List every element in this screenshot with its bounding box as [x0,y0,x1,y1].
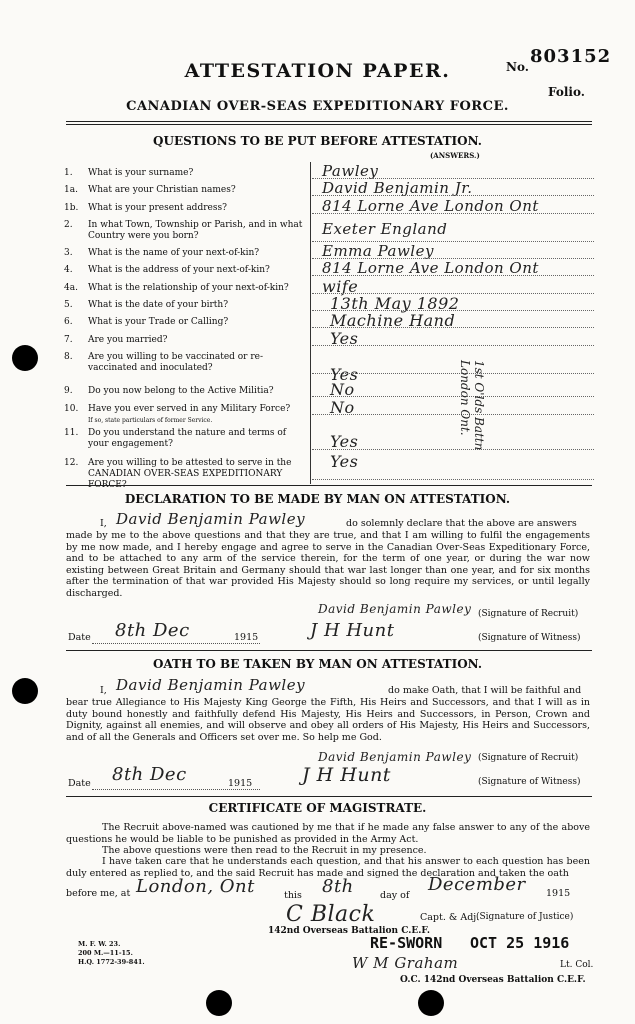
declaration-date: 8th Dec [115,620,190,641]
punch-hole [418,990,444,1016]
question-text [88,283,308,294]
regimental-number: 803152 [530,46,612,67]
question-label: What is the relationship of your next-of-kin? [88,283,289,293]
handwritten-answer: Pawley [322,162,379,180]
date-label: Date [68,632,91,643]
question-text [88,428,308,450]
handwritten-answer: Exeter England [322,220,448,238]
handwritten-answer: No [330,380,355,399]
answers-label: (ANSWERS.) [430,151,480,160]
answer-line [312,327,594,328]
oath-text: bear true Allegiance to His Majesty King George the Fifth, His Heirs and Successors, and that I will as in duty bound honestly and faithfully defend His Majesty, His Heirs and Successors, in Person, Crown and Dignity, against all enemies, and will observe and obey all orders of His Majesty, His Heirs and Successors, and of all the Generals and Officers set over me. So help me God. [66,697,590,743]
question-number: 5. [64,300,73,310]
declaration-name: David Benjamin Pawley [116,510,306,528]
question-number: 11. [64,428,79,438]
attestation-place: London, Ont [136,876,255,897]
question-number: 10. [64,404,79,414]
oath-name: David Benjamin Pawley [116,676,306,694]
before-me-label: before me, at [66,888,131,899]
question-label: Are you married? [88,335,168,345]
question-text [88,248,308,259]
recruit-signature-label: (Signature of Recruit) [478,609,579,619]
attestation-year: 1915 [546,888,571,899]
question-text [88,185,308,196]
date-underline [92,789,260,790]
handwritten-answer: Yes [330,365,359,384]
certificate-caution: The Recruit above-named was cautioned by me that if he made any false answer to any of the above questions he would be liable to be punished as provided in the Army Act. [66,822,590,845]
handwritten-answer: 814 Lorne Ave London Ont [322,197,539,215]
form-code: M. F. W. 23. [78,940,121,948]
handwritten-answer: 13th May 1892 [330,294,460,313]
oath-witness-signature: J H Hunt [302,764,391,786]
question-label: What is your Trade or Calling? [88,317,229,327]
answer-line [312,345,594,346]
question-text [88,335,308,346]
divider [66,485,592,486]
certificate-read: The above questions were then read to the Recruit in my presence. [102,845,427,856]
question-label: Have you ever served in any Military Force? [88,404,291,414]
attestation-day: 8th [322,876,354,897]
answer-line [312,213,594,214]
certificate-understand: I have taken care that he understands each question, and that his answer to each question has been duly entered as replied to, and the said Recruit has made and signed the declaration and taken the oath [66,856,590,879]
question-number: 12. [64,458,79,468]
question-label: Do you understand the nature and terms of your engagement? [88,428,287,449]
question-text [88,265,308,276]
question-text [88,317,308,328]
question-label: Are you willing to be vaccinated or re-vaccinated and inoculated? [88,352,264,373]
oath-recruit-signature: David Benjamin Pawley [318,750,472,764]
question-text [88,352,308,374]
question-label: Are you willing to be attested to serve in the CANADIAN OVER-SEAS EXPEDITIONARY FORCE? [88,458,292,490]
declaration-witness-signature: J H Hunt [310,620,395,641]
question-number: 3. [64,248,73,258]
declaration-prefix: I, [100,518,107,529]
answer-line [312,195,594,196]
divider [66,124,592,125]
question-label: In what Town, Township or Parish, and in what Country were you born? [88,220,303,241]
punch-hole [12,345,38,371]
question-text [88,168,308,179]
answer-line [312,373,594,374]
answer-line [312,396,594,397]
divider [66,796,592,797]
number-label: No. [506,60,529,74]
declaration-text: made by me to the above questions and that they are true, and that I am willing to fulfil the engagements by me now made, and I hereby engage and agree to serve in the Canadian Over-Seas Expeditionary Force, and to be attached to any arm of the service therein, for the term of one year, or during the war now existing between Great Britain and Germany should that war last longer than one year, and for six months after the termination of that war provided His Majesty should so long require my services, or until legally discharged. [66,530,590,599]
witness-signature-label: (Signature of Witness) [478,633,581,643]
resworn-stamp-date: OCT 25 1916 [470,934,570,952]
form-code: H.Q. 1772-39-841. [78,958,145,966]
date-label: Date [68,778,91,789]
oc-signature: W M Graham [352,954,459,972]
handwritten-answer: David Benjamin Jr. [322,179,473,197]
questions-heading: QUESTIONS TO BE PUT BEFORE ATTESTATION. [153,134,482,148]
divider [66,121,592,122]
handwritten-answer: Emma Pawley [322,242,434,260]
declaration-heading: DECLARATION TO BE MADE BY MAN ON ATTESTATION. [124,492,511,506]
document-title: ATTESTATION PAPER. [184,60,451,82]
attestation-month: December [428,874,526,895]
justice-signature-label: (Signature of Justice) [476,912,574,922]
answer-line [312,275,594,276]
handwritten-answer: Machine Hand [330,311,456,330]
question-number: 9. [64,386,73,396]
oath-prefix: I, [100,685,107,696]
answer-line [312,414,594,415]
capt-adj-label: Capt. & Adj. [420,912,480,923]
declaration-recruit-signature: David Benjamin Pawley [318,602,472,616]
certificate-heading: CERTIFICATE OF MAGISTRATE. [208,801,427,815]
question-number: 4a. [64,283,78,293]
handwritten-answer: 814 Lorne Ave London Ont [322,259,539,277]
question-label: What is the name of your next-of-kin? [88,248,260,258]
question-label: What are your Christian names? [88,185,236,195]
handwritten-answer: Yes [330,329,359,348]
battalion-line: 142nd Overseas Battalion C.E.F. [268,926,430,936]
question-label: Do you now belong to the Active Militia? [88,386,274,396]
question-text [88,386,308,397]
question-label: What is the address of your next-of-kin? [88,265,270,275]
answer-line [312,449,594,450]
punch-hole [206,990,232,1016]
question-number: 4. [64,265,73,275]
declaration-year: 1915 [234,632,259,643]
question-text [88,300,308,311]
question-number: 1. [64,168,73,178]
folio-label: Folio. [548,85,585,99]
lt-col-label: Lt. Col. [560,960,594,970]
divider [66,650,592,651]
question-number: 1b. [64,203,79,213]
witness-signature-label: (Signature of Witness) [478,777,581,787]
question-number: 8. [64,352,73,362]
answer-column-divider [310,162,311,484]
handwritten-answer: wife [322,277,359,296]
question-label: What is the date of your birth? [88,300,229,310]
handwritten-answer: Yes [330,452,359,471]
oath-heading: OATH TO BE TAKEN BY MAN ON ATTESTATION. [152,657,483,671]
question-sub-note: If so, state particulars of former Service. [88,417,213,424]
form-code: 200 M.—11-15. [78,949,133,957]
question-text [88,203,308,214]
punch-hole [12,678,38,704]
recruit-signature-label: (Signature of Recruit) [478,753,579,763]
question-text [88,458,308,491]
question-label: What is your present address? [88,203,227,213]
question-text [88,220,308,242]
question-number: 6. [64,317,73,327]
day-of-label: day of [380,890,410,901]
oath-text-first: do make Oath, that I will be faithful and [388,685,582,696]
question-number: 2. [64,220,73,230]
question-number: 7. [64,335,73,345]
handwritten-answer: Yes [330,432,359,451]
date-underline [92,643,260,644]
justice-signature: C Black [286,902,376,927]
resworn-stamp: RE-SWORN [370,934,443,952]
margin-note: 1st O'lds Battn London Ont. [458,360,486,451]
question-text [88,404,308,426]
question-label: What is your surname? [88,168,194,178]
handwritten-answer: No [330,398,355,417]
this-label: this [284,890,302,901]
question-number: 1a. [64,185,78,195]
document-subtitle: CANADIAN OVER-SEAS EXPEDITIONARY FORCE. [126,99,509,114]
answer-line [312,479,594,480]
oath-year: 1915 [228,778,253,789]
oath-date: 8th Dec [112,764,187,785]
oc-battalion-line: O.C. 142nd Overseas Battalion C.E.F. [400,975,586,985]
declaration-text-first: do solemnly declare that the above are answers [346,518,577,529]
